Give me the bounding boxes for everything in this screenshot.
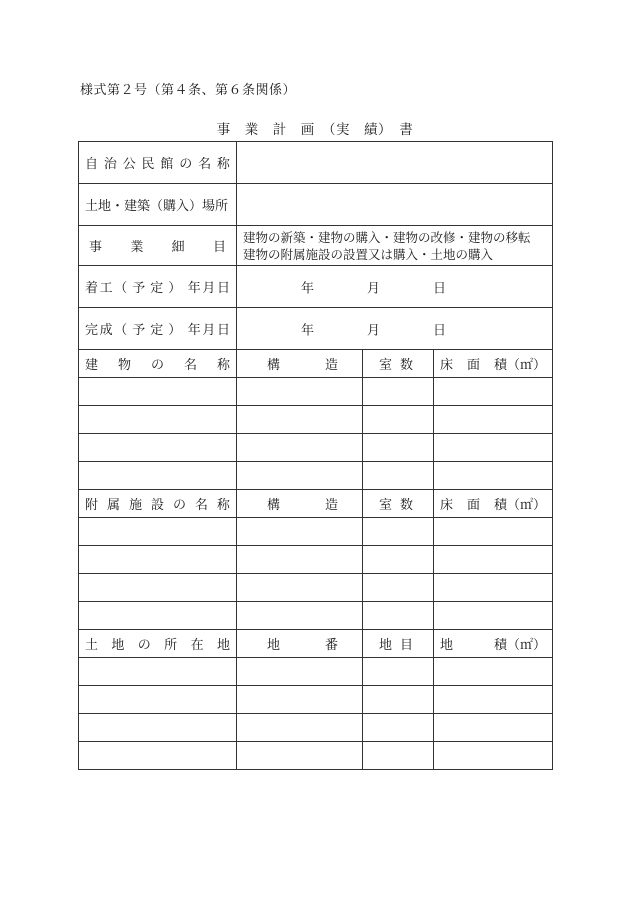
label-token: 成 bbox=[99, 323, 113, 338]
label-token: 日 bbox=[216, 281, 230, 296]
land-section-col4-header bbox=[434, 630, 553, 658]
facility-section-col3-cell[interactable] bbox=[363, 518, 434, 546]
work-detail-options[interactable] bbox=[237, 226, 553, 266]
label-char: の bbox=[179, 157, 193, 172]
building-section-col2-cell[interactable] bbox=[237, 406, 363, 434]
building-section-name-cell[interactable] bbox=[79, 406, 237, 434]
building-section-col2-cell[interactable] bbox=[237, 378, 363, 406]
header-char: 積（㎡） bbox=[494, 358, 547, 373]
land-section-name-cell[interactable] bbox=[79, 714, 237, 742]
land-section-row bbox=[79, 742, 553, 770]
header-char: 地 bbox=[379, 638, 393, 653]
building-section-col3-cell[interactable] bbox=[363, 434, 434, 462]
header-char: 面 bbox=[467, 358, 481, 373]
land-section-name-cell[interactable] bbox=[79, 742, 237, 770]
start-date-field[interactable] bbox=[237, 266, 553, 308]
land-section-col3-cell[interactable] bbox=[363, 742, 434, 770]
header-char: 設 bbox=[150, 498, 164, 513]
hall-name-field[interactable] bbox=[237, 142, 553, 184]
facility-section-row bbox=[79, 602, 553, 630]
start-date-label bbox=[79, 266, 237, 308]
site-row bbox=[79, 184, 553, 226]
label-token: 月 bbox=[202, 281, 216, 296]
header-char: 積（㎡） bbox=[494, 498, 547, 513]
facility-section-col4-cell[interactable] bbox=[434, 602, 553, 630]
start-date-row bbox=[79, 266, 553, 308]
building-section-col4-header bbox=[434, 350, 553, 378]
header-char: 名 bbox=[194, 498, 208, 513]
header-char: の bbox=[150, 358, 164, 373]
land-section-col3-header bbox=[363, 630, 434, 658]
label-char: 治 bbox=[103, 157, 117, 172]
building-section-col2-header bbox=[237, 350, 363, 378]
land-section-col2-cell[interactable] bbox=[237, 742, 363, 770]
finish-date-label bbox=[79, 308, 237, 350]
header-char: 室 bbox=[379, 358, 393, 373]
facility-section-name-cell[interactable] bbox=[79, 602, 237, 630]
header-char: 土 bbox=[85, 638, 99, 653]
facility-section-col4-cell[interactable] bbox=[434, 518, 553, 546]
label-char: 民 bbox=[141, 157, 155, 172]
header-char: の bbox=[172, 498, 186, 513]
facility-section-col2-cell[interactable] bbox=[237, 574, 363, 602]
building-section-col4-cell[interactable] bbox=[434, 378, 553, 406]
building-section-col4-cell[interactable] bbox=[434, 434, 553, 462]
document-title: 事 業 計 画 （実 績） 書 bbox=[216, 122, 414, 138]
facility-section-col3-cell[interactable] bbox=[363, 574, 434, 602]
header-char: 面 bbox=[467, 498, 481, 513]
land-section-col3-cell[interactable] bbox=[363, 658, 434, 686]
work-detail-label bbox=[79, 226, 237, 266]
building-section-row bbox=[79, 462, 553, 490]
header-char: 造 bbox=[324, 498, 338, 513]
building-section-row bbox=[79, 378, 553, 406]
building-section-row bbox=[79, 434, 553, 462]
label-token: （予定） bbox=[114, 323, 187, 338]
label-token: （予定） bbox=[114, 281, 187, 296]
facility-section-col3-cell[interactable] bbox=[363, 546, 434, 574]
finish-date-field[interactable] bbox=[237, 308, 553, 350]
work-detail-row bbox=[79, 226, 553, 266]
work-detail-label-char: 事 bbox=[89, 240, 103, 255]
land-section-col4-cell[interactable] bbox=[434, 658, 553, 686]
facility-section-row bbox=[79, 546, 553, 574]
site-field[interactable] bbox=[237, 184, 553, 226]
start-date-year-unit: 年 bbox=[301, 281, 315, 296]
land-section-col2-cell[interactable] bbox=[237, 686, 363, 714]
building-section-col3-header bbox=[363, 350, 434, 378]
label-token: 工 bbox=[99, 281, 113, 296]
header-char: 構 bbox=[267, 498, 281, 513]
building-section-col4-cell[interactable] bbox=[434, 406, 553, 434]
header-char: の bbox=[137, 638, 151, 653]
header-char: 属 bbox=[106, 498, 120, 513]
building-section-col2-cell[interactable] bbox=[237, 462, 363, 490]
label-token: 着 bbox=[85, 281, 99, 296]
facility-section-col4-cell[interactable] bbox=[434, 574, 553, 602]
finish-date-month-unit: 月 bbox=[367, 323, 381, 338]
header-char: 数 bbox=[399, 358, 413, 373]
hall-name-label bbox=[79, 142, 237, 184]
work-detail-label-char: 細 bbox=[171, 240, 185, 255]
label-token: 月 bbox=[202, 323, 216, 338]
building-section-col2-cell[interactable] bbox=[237, 434, 363, 462]
work-detail-label-char: 業 bbox=[130, 240, 144, 255]
facility-section-col2-cell[interactable] bbox=[237, 602, 363, 630]
facility-section-name-cell[interactable] bbox=[79, 546, 237, 574]
building-section-col3-cell[interactable] bbox=[363, 406, 434, 434]
header-char: 番 bbox=[324, 638, 338, 653]
form-number: 様式第２号（第４条、第６条関係） bbox=[80, 83, 297, 98]
header-char: 地 bbox=[111, 638, 125, 653]
facility-section-name-cell[interactable] bbox=[79, 574, 237, 602]
business-plan-table bbox=[78, 141, 553, 770]
header-char: 積（㎡） bbox=[494, 638, 547, 653]
label-char: 館 bbox=[160, 157, 174, 172]
land-section-row bbox=[79, 686, 553, 714]
land-section-row bbox=[79, 658, 553, 686]
land-section-name-cell[interactable] bbox=[79, 686, 237, 714]
header-char: 称 bbox=[216, 358, 230, 373]
building-section-col4-cell[interactable] bbox=[434, 462, 553, 490]
header-char: 建 bbox=[85, 358, 99, 373]
label-token: 完 bbox=[85, 323, 99, 338]
header-char: 附 bbox=[85, 498, 99, 513]
land-section-col4-cell[interactable] bbox=[434, 714, 553, 742]
start-date-label-text bbox=[85, 277, 230, 296]
header-char: 目 bbox=[399, 638, 413, 653]
land-section-col3-cell[interactable] bbox=[363, 686, 434, 714]
facility-section-col2-cell[interactable] bbox=[237, 546, 363, 574]
facility-section-col2-header bbox=[237, 490, 363, 518]
land-section-name-cell[interactable] bbox=[79, 658, 237, 686]
header-char: 名 bbox=[183, 358, 197, 373]
label-token: 年 bbox=[187, 281, 201, 296]
facility-section-header bbox=[79, 490, 553, 518]
start-date-month-unit: 月 bbox=[367, 281, 381, 296]
finish-date-row bbox=[79, 308, 553, 350]
header-char: 物 bbox=[117, 358, 131, 373]
land-section-col2-cell[interactable] bbox=[237, 658, 363, 686]
land-section-row bbox=[79, 714, 553, 742]
header-char: 数 bbox=[399, 498, 413, 513]
header-char: 地 bbox=[216, 638, 230, 653]
label-token: 日 bbox=[216, 323, 230, 338]
label-char: 公 bbox=[122, 157, 136, 172]
facility-section-row bbox=[79, 518, 553, 546]
facility-section-name-cell[interactable] bbox=[79, 518, 237, 546]
header-char: 所 bbox=[164, 638, 178, 653]
land-section-header bbox=[79, 630, 553, 658]
facility-section-col4-cell[interactable] bbox=[434, 546, 553, 574]
header-char: 造 bbox=[324, 358, 338, 373]
hall-name-row bbox=[79, 142, 553, 184]
land-section-name-header bbox=[79, 630, 237, 658]
building-section-name-cell[interactable] bbox=[79, 378, 237, 406]
work-detail-label-char: 目 bbox=[212, 240, 226, 255]
property-sections bbox=[79, 350, 553, 770]
building-section-header bbox=[79, 350, 553, 378]
building-section-col3-cell[interactable] bbox=[363, 378, 434, 406]
header-char: 称 bbox=[216, 498, 230, 513]
facility-section-col3-header bbox=[363, 490, 434, 518]
site-label: 土地・建築（購入）場所 bbox=[79, 184, 237, 226]
land-section-col3-cell[interactable] bbox=[363, 714, 434, 742]
hall-name-label-text bbox=[85, 153, 230, 172]
header-char: 床 bbox=[440, 498, 454, 513]
header-char: 構 bbox=[267, 358, 281, 373]
header-char: 地 bbox=[440, 638, 454, 653]
finish-date-year-unit: 年 bbox=[301, 323, 315, 338]
land-section-col2-header bbox=[237, 630, 363, 658]
label-token: 年 bbox=[187, 323, 201, 338]
facility-section-name-header bbox=[79, 490, 237, 518]
land-section-col2-cell[interactable] bbox=[237, 714, 363, 742]
land-section-col4-cell[interactable] bbox=[434, 686, 553, 714]
finish-date-label-text bbox=[85, 319, 230, 338]
header-char: 在 bbox=[190, 638, 204, 653]
facility-section-row bbox=[79, 574, 553, 602]
header-char: 室 bbox=[379, 498, 393, 513]
building-section-name-cell[interactable] bbox=[79, 462, 237, 490]
work-detail-line: 建物の附属施設の設置又は購入・土地の購入 bbox=[243, 246, 494, 262]
header-char: 床 bbox=[440, 358, 454, 373]
label-char: 自 bbox=[85, 157, 99, 172]
header-char: 施 bbox=[128, 498, 142, 513]
facility-section-col2-cell[interactable] bbox=[237, 518, 363, 546]
building-section-name-header bbox=[79, 350, 237, 378]
building-section-name-cell[interactable] bbox=[79, 434, 237, 462]
facility-section-col3-cell[interactable] bbox=[363, 602, 434, 630]
building-section-col3-cell[interactable] bbox=[363, 462, 434, 490]
work-detail-line: 建物の新築・建物の購入・建物の改修・建物の移転 bbox=[243, 229, 531, 245]
header-char: 地 bbox=[267, 638, 281, 653]
facility-section-col4-header bbox=[434, 490, 553, 518]
label-char: 名 bbox=[198, 157, 212, 172]
start-date-day-unit: 日 bbox=[433, 281, 447, 296]
land-section-col4-cell[interactable] bbox=[434, 742, 553, 770]
finish-date-day-unit: 日 bbox=[433, 323, 447, 338]
building-section-row bbox=[79, 406, 553, 434]
label-char: 称 bbox=[216, 157, 230, 172]
